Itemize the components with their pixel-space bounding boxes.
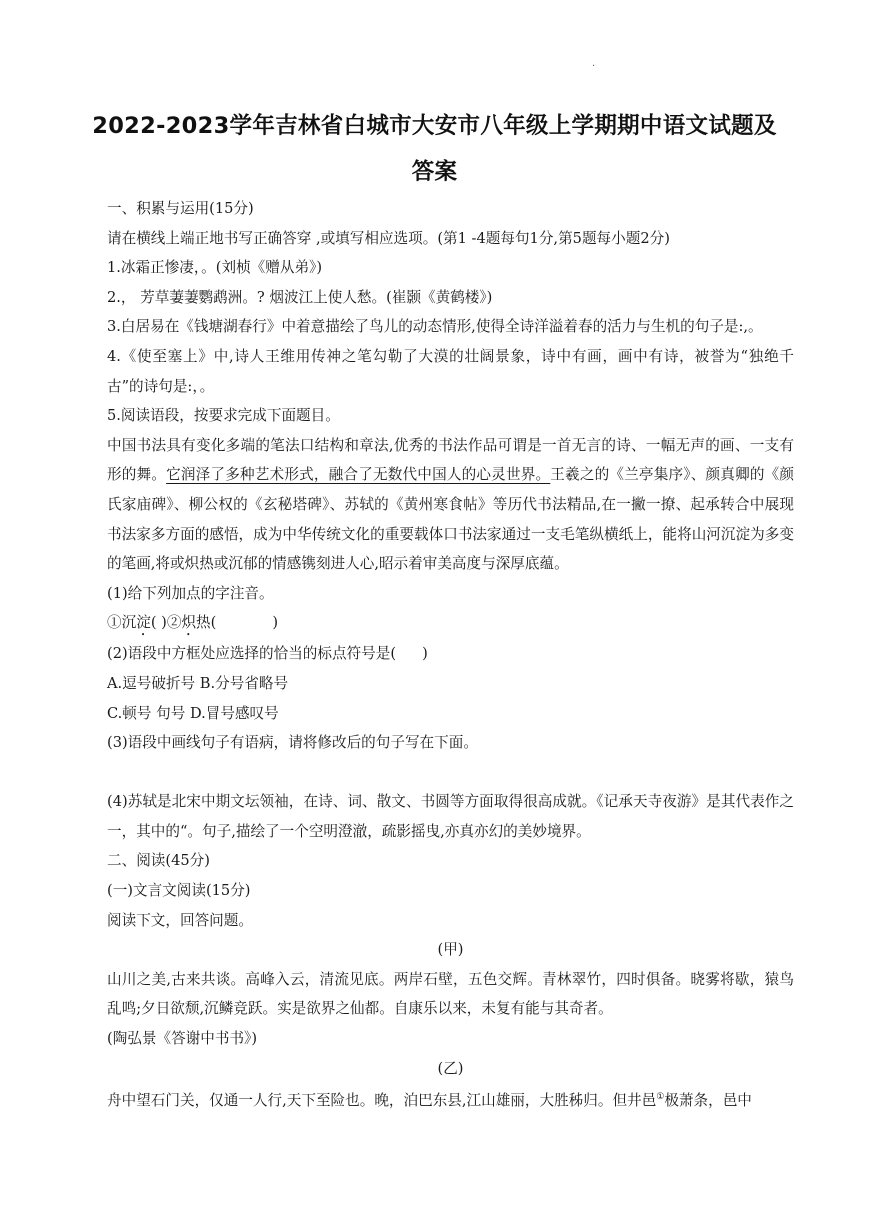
section1-heading: 一、积累与运用(15分) xyxy=(107,200,254,217)
section2-heading: 二、阅读(45分) xyxy=(107,852,210,870)
section2-sub-heading: (一)文言文阅读(15分) xyxy=(107,882,251,900)
sub-question-4: (4)苏轼是北宋中期文坛领袖，在诗、词、散文、书圆等方面取得很高成就。《记承天寺夜游》是其代表作之一，其中的“。句子,描绘了一个空明澄澈，疏影摇曳,亦真亦幻的美妙境界。 xyxy=(107,793,794,840)
passage-underlined-sentence: 它润泽了多种艺术形式，融合了无数代中国人的心灵世界。 xyxy=(166,466,551,484)
document-body xyxy=(107,194,794,1116)
reading-passage xyxy=(107,431,794,579)
text-yi-part-b: 极萧条，邑中 xyxy=(664,1092,752,1110)
text-label-yi: (乙) xyxy=(437,1059,464,1077)
question-5: 5.阅读语段，按要求完成下面题目。 xyxy=(107,407,340,425)
sub-question-2-close: ) xyxy=(422,645,428,663)
item-a-dotted-char: 淀 xyxy=(136,614,151,632)
item-a-suffix: ( )② xyxy=(150,614,182,632)
footnote-marker: ① xyxy=(656,1092,665,1103)
question-1: 1.冰霜正惨凄，。(刘桢《赠从弟》) xyxy=(107,259,323,277)
text-yi-part-a: 舟中望石门关，仅通一人行,天下至险也。晚，泊巴东县,江山雄丽，大胜秭归。但井邑 xyxy=(107,1092,657,1110)
options-c-d: C.顿号 句号 D.冒号感叹号 xyxy=(107,704,279,722)
sub-question-1-items xyxy=(107,608,794,639)
source-jia: (陶弘景《答谢中书书》) xyxy=(107,1030,258,1048)
item-b-dotted-char: 炽 xyxy=(181,614,197,632)
item-b-suffix: 热( xyxy=(196,614,217,632)
question-3: 3.白居易在《钱塘湖春行》中着意描绘了鸟儿的动态情形,使得全诗洋溢着春的活力与生机的句子是:,。 xyxy=(107,318,763,336)
sub-question-1: (1)给下列加点的字注音。 xyxy=(107,584,274,602)
page-title: 2022-2023学年吉林省白城市大安市八年级上学期期中语文试题及 xyxy=(92,113,777,139)
section2-instruction: 阅读下文，回答问题。 xyxy=(107,911,253,929)
item-a-prefix: ①沉 xyxy=(107,614,137,632)
sub-question-3: (3)语段中画线句子有语病，请将修改后的句子写在下面。 xyxy=(107,734,478,752)
sub-question-2-text: (2)语段中方框处应选择的恰当的标点符号是( xyxy=(107,645,397,663)
text-label-jia: (甲) xyxy=(437,941,464,959)
answer-space xyxy=(107,758,794,788)
header-dot: . xyxy=(592,58,596,69)
text-jia: 山川之美,古来共谈。高峰入云，清流见底。两岸石壁，五色交辉。青林翠竹，四时俱备。晓雾将歇，猿鸟乱鸣;夕日欲颓,沉鳞竞跃。实是欲界之仙都。自康乐以来，未复有能与其奇者。 xyxy=(107,970,794,1018)
options-a-b: A.逗号破折号 B.分号省略号 xyxy=(107,674,289,692)
question-2: 2.， 芳草萋萋鹦鹉洲。? 烟波江上使人愁。(崔颢《黄鹤楼》) xyxy=(107,288,493,306)
question-4: 4.《使至塞上》中,诗人王维用传神之笔勾勒了大漠的壮阔景象，诗中有画，画中有诗，被誉为“独绝千古”的诗句是:，。 xyxy=(107,347,794,395)
passage-part-b: 王羲之的《兰亭集序》、颜真卿的《颜氏家庙碑》、柳公权的《玄秘塔碑》、苏轼的《黄州寒食帖》等历代书法精品,在一撇一撩、起承转合中展现书法家多方面的感悟，成为中华传统文化的重要载体口书法家通过一支毛笔纵横纸上，能将山河沉淀为多变的笔画,将或炽热或沉郁的情感镌刻进人心,昭示着审美高度与深厚底蕴。 xyxy=(107,466,794,573)
item-b-close: ) xyxy=(272,614,279,632)
page-title-continued: 答案 xyxy=(411,159,458,185)
passage-part-a: 中国书法具有变化多端的笔法口结构和章法,优秀的书法作品可谓是一首无言的诗、一幅无声的画、一支有形的舞。 xyxy=(107,436,794,484)
sub-question-2 xyxy=(107,639,794,669)
section1-instruction: 请在横线上端正地书写正确答穿 ,或填写相应选项。(第1 -4题每句1分,第5题每小题2分) xyxy=(107,229,670,247)
text-yi xyxy=(107,1083,794,1115)
